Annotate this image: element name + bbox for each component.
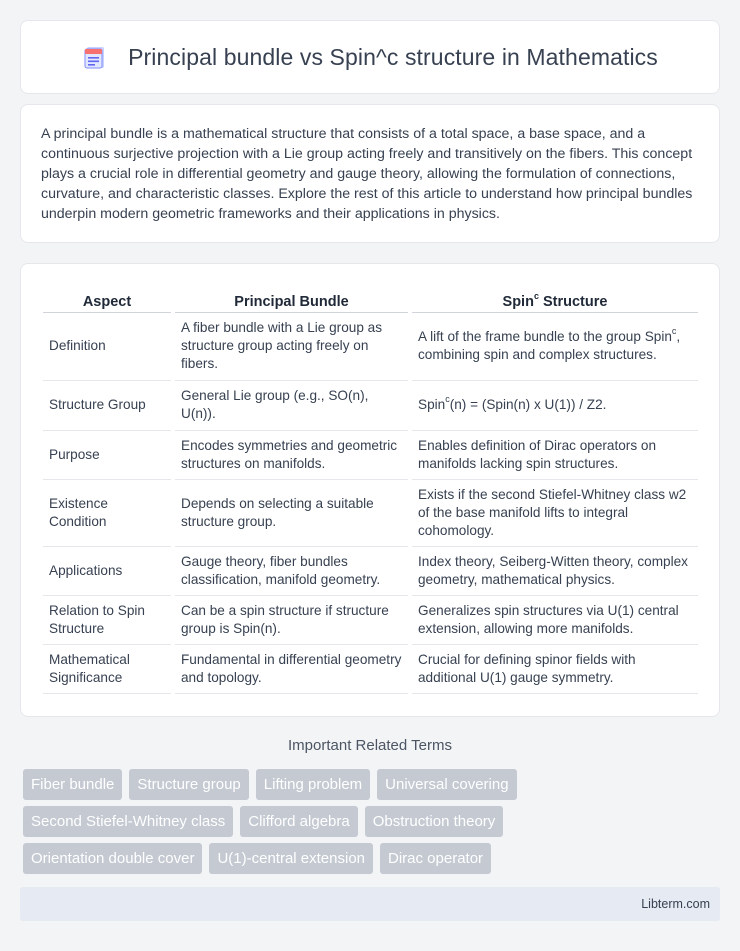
cell-aspect: Applications [43, 546, 173, 595]
intro-card [20, 104, 720, 243]
cell-principal: A fiber bundle with a Lie group as structure group acting freely on fibers. [173, 312, 410, 380]
cell-principal: Fundamental in differential geometry and topology. [173, 644, 410, 693]
cell-aspect: Relation to Spin Structure [43, 595, 173, 644]
cell-aspect: Mathematical Significance [43, 644, 173, 693]
header-spinc-sup: c [533, 290, 539, 301]
cell-spinc [410, 312, 698, 380]
table-header-row [43, 286, 698, 312]
cell-spinc-part-b: (n) = (Spin(n) x U(1)) / Z2. [449, 397, 607, 412]
related-terms-list [23, 769, 723, 880]
header-card [20, 20, 720, 94]
cell-spinc: Generalizes spin structures via U(1) central extension, allowing more manifolds. [410, 595, 698, 644]
cell-aspect: Definition [43, 312, 173, 380]
tag-row [23, 843, 723, 874]
cell-spinc-part-a: Spin [418, 397, 446, 412]
tag-structure-group[interactable]: Structure group [129, 769, 248, 800]
tag-obstruction-theory[interactable]: Obstruction theory [365, 806, 504, 837]
table-row [43, 479, 698, 546]
tag-clifford-algebra[interactable]: Clifford algebra [240, 806, 357, 837]
cell-aspect: Purpose [43, 430, 173, 479]
related-terms-title: Important Related Terms [288, 737, 452, 754]
header-spinc-base: Spin [502, 293, 534, 310]
tag-u1-central-extension[interactable]: U(1)-central extension [209, 843, 373, 874]
comparison-card [20, 263, 720, 717]
header-spinc-rest: Structure [538, 293, 608, 310]
table-row [43, 595, 698, 644]
cell-spinc-part-a: A lift of the frame bundle to the group Spin [418, 329, 672, 344]
comparison-table [43, 286, 698, 694]
tag-orientation-double-cover[interactable]: Orientation double cover [23, 843, 202, 874]
cell-spinc-sup: c [671, 326, 677, 337]
tag-row [23, 806, 723, 837]
cell-spinc: Exists if the second Stiefel-Whitney class w2 of the base manifold lifts to integral cohomology. [410, 479, 698, 546]
cell-spinc-sup: c [445, 394, 450, 405]
header-principal-bundle: Principal Bundle [173, 286, 410, 312]
table-row [43, 430, 698, 479]
footer [20, 887, 720, 921]
cell-principal: Encodes symmetries and geometric structures on manifolds. [173, 430, 410, 479]
cell-principal: Depends on selecting a suitable structure group. [173, 479, 410, 546]
cell-spinc [410, 380, 698, 430]
footer-site-link[interactable]: Libterm.com [641, 897, 710, 911]
cell-principal: General Lie group (e.g., SO(n), U(n)). [173, 380, 410, 430]
tag-dirac-operator[interactable]: Dirac operator [380, 843, 491, 874]
cell-spinc-part-b: , combining spin and complex structures. [418, 329, 681, 362]
cell-aspect: Existence Condition [43, 479, 173, 546]
cell-spinc: Index theory, Seiberg-Witten theory, complex geometry, mathematical physics. [410, 546, 698, 595]
tag-fiber-bundle[interactable]: Fiber bundle [23, 769, 122, 800]
table-row [43, 312, 698, 380]
cell-spinc: Crucial for defining spinor fields with additional U(1) gauge symmetry. [410, 644, 698, 693]
cell-aspect: Structure Group [43, 380, 173, 430]
header-aspect: Aspect [43, 286, 173, 312]
cell-principal: Gauge theory, fiber bundles classification, manifold geometry. [173, 546, 410, 595]
table-row [43, 380, 698, 430]
tag-lifting-problem[interactable]: Lifting problem [256, 769, 370, 800]
tag-row [23, 769, 723, 800]
table-row [43, 546, 698, 595]
tag-second-stiefel-whitney-class[interactable]: Second Stiefel-Whitney class [23, 806, 233, 837]
page-title: Principal bundle vs Spin^c structure in Mathematics [128, 43, 658, 70]
tag-universal-covering[interactable]: Universal covering [377, 769, 516, 800]
table-row [43, 644, 698, 693]
intro-paragraph: A principal bundle is a mathematical structure that consists of a total space, a base space, and a continuous surjective projection with a Lie group acting freely and transitively on the fibers. This concept plays a crucial role in differential geometry and gauge theory, allowing the formulation of connections, curvature, and characteristic classes. Explore the rest of this article to understand how principal bundles underpin modern geometric frameworks and their applications in physics. [41, 126, 693, 222]
cell-principal: Can be a spin structure if structure group is Spin(n). [173, 595, 410, 644]
document-icon [82, 44, 108, 70]
header-spinc-structure [410, 286, 698, 312]
cell-spinc: Enables definition of Dirac operators on manifolds lacking spin structures. [410, 430, 698, 479]
